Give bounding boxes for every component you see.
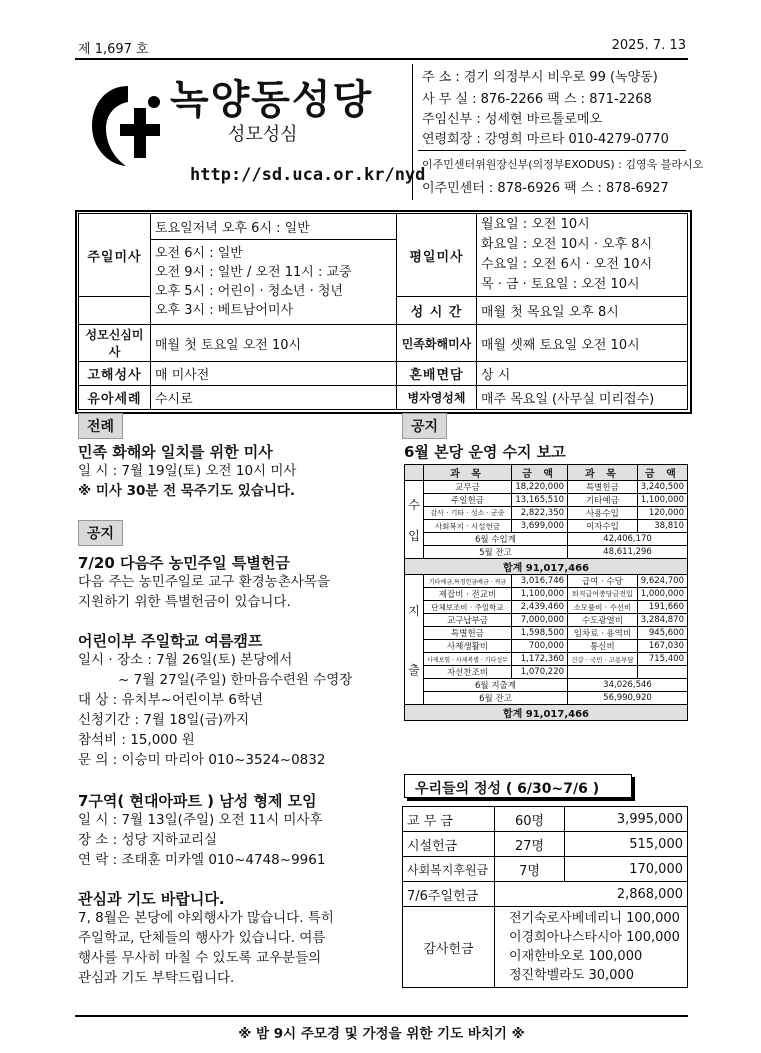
parish-title: 녹양동성당 <box>170 77 374 123</box>
pledge-item: 교 무 금 <box>403 807 495 832</box>
weekday-mass-times <box>477 214 688 297</box>
parish-logo-icon <box>88 80 168 170</box>
income-item: 특별헌금 <box>568 481 638 494</box>
heart-mass-label: 성모신심미사 <box>79 325 151 362</box>
reconcile-date: 일 시 : 7월 19일(토) 오전 10시 미사 <box>78 463 297 479</box>
summer-camp-line-2: ~ 7월 27일(주일) 한마음수련원 수영장 <box>118 672 353 688</box>
balance: 56,990,920 <box>568 692 688 705</box>
expense-total: 34,026,546 <box>568 679 688 692</box>
council-line: 연령회장 : 강영희 마르타 010-4279-0770 <box>422 132 669 147</box>
table-row <box>405 627 688 640</box>
expense-item: 소모품비 · 수선비 <box>568 601 638 614</box>
income-amount: 3,699,000 <box>511 520 567 533</box>
expense-item: 특별헌금 <box>423 627 511 640</box>
prev-balance: 48,611,296 <box>568 546 688 559</box>
table-row <box>403 907 688 988</box>
income-total: 42,406,170 <box>568 533 688 546</box>
table-row <box>405 546 688 559</box>
farm-sunday-text-2: 지원하기 위한 특별헌금이 있습니다. <box>78 594 291 610</box>
expense-amount: 191,660 <box>637 601 687 614</box>
thanks-offering-list <box>495 907 688 988</box>
weekday-4: 목 · 금 · 토요일 : 오전 10시 <box>481 277 640 292</box>
expense-item: 사제보험 · 사제복별 · 기타성무 <box>423 653 511 666</box>
reconcile-title: 민족 화해와 일치를 위한 미사 <box>78 443 273 461</box>
header-amount-1: 금 액 <box>511 465 567 481</box>
expense-item <box>568 666 638 679</box>
prayer-line-2: 주일학교, 단체들의 행사가 있습니다. 여름 <box>78 930 326 946</box>
sunday-5: 오후 3시 : 베트남어미사 <box>155 303 294 318</box>
expense-sum: 합계 91,017,466 <box>405 705 688 721</box>
farm-sunday-text-1: 다음 주는 농민주일로 교구 환경농촌사목을 <box>78 574 330 590</box>
mass-schedule-table <box>78 213 688 410</box>
pledge-item: 시설헌금 <box>403 832 495 857</box>
sunday-2: 오전 6시 : 일반 <box>155 246 243 261</box>
heart-mass-time: 매월 첫 토요일 오전 10시 <box>151 325 397 362</box>
summer-camp-line-3: 대 상 : 유치부~어린이부 6학년 <box>78 692 264 708</box>
expense-amount: 9,624,700 <box>637 575 687 588</box>
summer-camp-line-1: 일시 · 장소 : 7월 26일(토) 본당에서 <box>78 652 293 668</box>
income-amount: 2,822,350 <box>511 507 567 520</box>
header-item-1: 과 목 <box>423 465 511 481</box>
address-divider <box>418 150 686 151</box>
header-item-2: 과 목 <box>568 465 638 481</box>
table-row <box>405 494 688 507</box>
income-item: 감사 · 기타 · 성소 · 군종 <box>423 507 511 520</box>
infant-baptism-time: 수시로 <box>151 386 397 410</box>
expense-sum-row <box>405 705 688 721</box>
pledge-table <box>402 806 688 988</box>
office-line: 사 무 실 : 876-2266 팩 스 : 871-2268 <box>422 92 652 107</box>
expense-item: 기타예금,특정헌금예금 · 적금 <box>423 575 511 588</box>
section-tag-liturgy: 전례 <box>78 413 123 439</box>
reconcile-note: ※ 미사 30분 전 묵주기도 있습니다. <box>78 483 296 499</box>
summer-camp-line-5: 참석비 : 15,000 원 <box>78 732 195 748</box>
issue-number: 제 1,697 호 <box>78 42 149 57</box>
income-amount: 38,810 <box>637 520 687 533</box>
table-row <box>405 575 688 588</box>
table-row <box>403 882 688 907</box>
expense-item: 급여 · 수당 <box>568 575 638 588</box>
table-row <box>405 640 688 653</box>
expense-item: 퇴직급여충당금전입 <box>568 588 638 601</box>
migrant-priest-line: 이주민센터위원장신부(의정부EXODUS) : 김영욱 블라시오 <box>422 158 704 171</box>
issue-date: 2025. 7. 13 <box>611 38 686 53</box>
expense-side-label: 지 출 <box>405 575 424 705</box>
table-row <box>405 679 688 692</box>
expense-amount: 1,000,000 <box>637 588 687 601</box>
reconcile-mass-time: 매월 셋째 토요일 오전 10시 <box>477 325 688 362</box>
table-row <box>405 692 688 705</box>
sunday-mass-1: 토요일저녁 오후 6시 : 일반 <box>151 214 397 240</box>
sunday-3: 오전 9시 : 일반 / 오전 11시 : 교중 <box>155 265 352 280</box>
sunday-mass-times <box>151 240 397 325</box>
expense-amount: 1,100,000 <box>511 588 567 601</box>
expense-amount <box>637 666 687 679</box>
expense-item: 건강 · 국민 · 고용부담 <box>568 653 638 666</box>
expense-amount: 1,172,360 <box>511 653 567 666</box>
section-tag-finance: 공지 <box>402 413 447 439</box>
expense-amount: 167,030 <box>637 640 687 653</box>
sunday-4: 오후 5시 : 어린이 · 청소년 · 청년 <box>155 284 343 299</box>
prayer-line-4: 관심과 기도 부탁드립니다. <box>78 970 235 986</box>
expense-amount: 2,439,460 <box>511 601 567 614</box>
summer-camp-line-4: 신청기간 : 7월 18일(금)까지 <box>78 712 250 728</box>
address-line: 주 소 : 경기 의정부시 비우로 99 (녹양동) <box>422 70 658 85</box>
list-item: 정진학벨라도 30,000 <box>509 968 634 983</box>
table-row <box>405 533 688 546</box>
table-row <box>405 520 688 533</box>
infant-baptism-label: 유아세례 <box>79 386 151 410</box>
income-total-label: 6월 수입계 <box>423 533 567 546</box>
expense-amount: 945,600 <box>637 627 687 640</box>
balance-label: 6월 잔고 <box>423 692 567 705</box>
reconcile-mass-label: 민족화해미사 <box>397 325 477 362</box>
weekday-3: 수요일 : 오전 6시 · 오전 10시 <box>481 257 653 272</box>
income-item: 기타예금 <box>568 494 638 507</box>
finance-table <box>404 464 688 721</box>
income-item: 주일헌금 <box>423 494 511 507</box>
sick-communion-time: 매주 목요일 (사무실 미리접수) <box>477 386 688 410</box>
income-item: 사용수입 <box>568 507 638 520</box>
pledge-amount: 3,995,000 <box>565 807 688 832</box>
table-row <box>403 807 688 832</box>
list-item: 전기숙로사베네리니 100,000 <box>509 911 680 926</box>
expense-amount: 700,000 <box>511 640 567 653</box>
prayer-line-3: 행사를 무사히 마칠 수 있도록 교우분들의 <box>78 950 322 966</box>
header-amount-2: 금 액 <box>637 465 687 481</box>
pledge-count: 7명 <box>495 857 565 882</box>
pledge-item: 사회복지후원금 <box>403 857 495 882</box>
weekday-2: 화요일 : 오전 10시 · 오후 8시 <box>481 237 653 252</box>
expense-item: 임차료 · 용역비 <box>568 627 638 640</box>
expense-item: 교구납부금 <box>423 614 511 627</box>
table-row <box>405 653 688 666</box>
sunday-offering-amount: 2,868,000 <box>495 882 688 907</box>
men-meeting-line-1: 일 시 : 7월 13일(주일) 오전 11시 미사후 <box>78 812 323 828</box>
expense-amount: 715,400 <box>637 653 687 666</box>
table-row <box>405 601 688 614</box>
parish-url[interactable]: http://sd.uca.or.kr/nyd <box>190 165 426 185</box>
income-item: 사회복지 · 시설헌금 <box>423 520 511 533</box>
priest-line: 주임신부 : 성세현 바르톨로메오 <box>422 112 603 127</box>
confession-time: 매 미사전 <box>151 362 397 386</box>
section-tag-notice: 공지 <box>78 520 123 546</box>
prev-balance-label: 5월 잔고 <box>423 546 567 559</box>
list-item: 이재한바오로 100,000 <box>509 949 643 964</box>
income-sum-row <box>405 559 688 575</box>
men-meeting-line-3: 연 락 : 조태훈 미카엘 010~4748~9961 <box>78 852 326 868</box>
expense-amount: 7,000,000 <box>511 614 567 627</box>
confession-label: 고해성사 <box>79 362 151 386</box>
income-item: 이자수입 <box>568 520 638 533</box>
expense-amount: 1,598,500 <box>511 627 567 640</box>
holy-hour-time: 매월 첫 목요일 오후 8시 <box>477 297 688 325</box>
income-side-label: 수 입 <box>405 481 424 559</box>
expense-item: 제잡비 · 전교비 <box>423 588 511 601</box>
sick-communion-label: 병자영성체 <box>397 386 477 410</box>
income-amount: 120,000 <box>637 507 687 520</box>
pledge-amount: 515,000 <box>565 832 688 857</box>
income-amount: 1,100,000 <box>637 494 687 507</box>
thanks-offering-label: 감사헌금 <box>403 907 495 988</box>
men-meeting-line-2: 장 소 : 성당 지하교리실 <box>78 832 218 848</box>
expense-item: 자선찬조비 <box>423 666 511 679</box>
prayer-title: 관심과 기도 바랍니다. <box>78 890 225 908</box>
finance-header-row <box>405 465 688 481</box>
top-divider <box>75 58 688 60</box>
expense-amount: 3,016,746 <box>511 575 567 588</box>
table-row <box>405 588 688 601</box>
counsel-time: 상 시 <box>477 362 688 386</box>
migrant-center-line: 이주민센터 : 878-6926 팩 스 : 878-6927 <box>422 181 669 196</box>
footer-divider <box>75 1015 688 1017</box>
expense-amount: 1,070,220 <box>511 666 567 679</box>
table-row <box>405 614 688 627</box>
header-vertical-divider <box>412 64 413 200</box>
expense-amount: 3,284,870 <box>637 614 687 627</box>
table-row <box>403 857 688 882</box>
pledge-count: 27명 <box>495 832 565 857</box>
expense-item: 사제생활비 <box>423 640 511 653</box>
list-item: 이경희아나스타시아 100,000 <box>509 930 680 945</box>
weekday-1: 월요일 : 오전 10시 <box>481 217 590 232</box>
sunday-mass-label: 주일미사 <box>79 214 151 297</box>
income-item: 교무금 <box>423 481 511 494</box>
weekday-mass-label: 평일미사 <box>397 214 477 297</box>
counsel-label: 혼배면담 <box>397 362 477 386</box>
expense-item: 수도광열비 <box>568 614 638 627</box>
prayer-line-1: 7, 8월은 본당에 야외행사가 많습니다. 특히 <box>78 910 334 926</box>
footer-prayer: ※ 밤 9시 주모경 및 가정을 위한 기도 바치기 ※ <box>238 1026 525 1042</box>
sunday-offering-label: 7/6주일헌금 <box>403 882 495 907</box>
summer-camp-line-6: 문 의 : 이승미 마리아 010~3524~0832 <box>78 752 326 768</box>
pledge-amount: 170,000 <box>565 857 688 882</box>
summer-camp-title: 어린이부 주일학교 여름캠프 <box>78 632 263 650</box>
income-amount: 18,220,000 <box>511 481 567 494</box>
income-amount: 3,240,500 <box>637 481 687 494</box>
holy-hour-label: 성 시 간 <box>397 297 477 325</box>
expense-item: 통신비 <box>568 640 638 653</box>
expense-item: 단체보조비 · 주일학교 <box>423 601 511 614</box>
table-row <box>405 507 688 520</box>
finance-title: 6월 본당 운영 수지 보고 <box>404 443 566 461</box>
table-row <box>405 666 688 679</box>
income-sum: 합계 91,017,466 <box>405 559 688 575</box>
pledge-title: 우리들의 정성 ( 6/30~7/6 ) <box>404 774 632 798</box>
masthead-top <box>78 38 686 57</box>
pledge-count: 60명 <box>495 807 565 832</box>
income-amount: 13,165,510 <box>511 494 567 507</box>
expense-total-label: 6월 지출계 <box>423 679 567 692</box>
table-row <box>405 481 688 494</box>
table-row <box>403 832 688 857</box>
parish-subtitle: 성모성심 <box>228 124 298 145</box>
farm-sunday-title: 7/20 다음주 농민주일 특별헌금 <box>78 554 290 572</box>
men-meeting-title: 7구역( 현대아파트 ) 남성 형제 모임 <box>78 792 317 810</box>
